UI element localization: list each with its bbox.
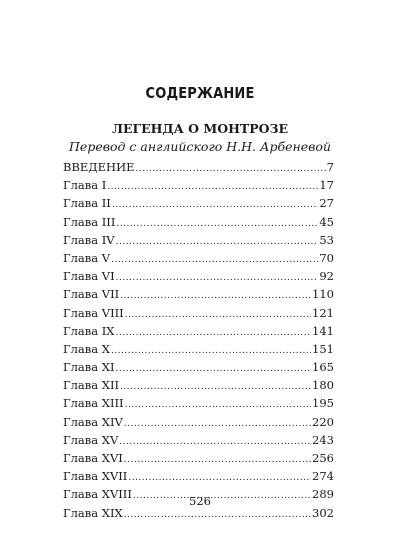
toc-entry-page: 53: [319, 232, 334, 247]
toc-entry: [63, 376, 334, 394]
toc-entry-label: Глава XIV: [63, 414, 123, 429]
page-title: СОДЕРЖАНИЕ: [145, 84, 255, 102]
toc-dot-leader: [124, 506, 311, 524]
toc-entry-label: Глава VII: [63, 287, 120, 302]
toc-entry-label: Глава II: [63, 196, 111, 211]
table-of-contents: [63, 158, 334, 522]
toc-dot-leader: [116, 233, 319, 251]
page-number: 526: [189, 494, 211, 508]
toc-dot-leader: [125, 396, 311, 414]
toc-entry-page: 151: [312, 341, 334, 356]
toc-dot-leader: [116, 360, 312, 378]
toc-entry-page: 27: [319, 196, 334, 211]
toc-entry-label: Глава XI: [63, 360, 115, 375]
toc-dot-leader: [128, 469, 311, 487]
toc-entry: [63, 467, 334, 485]
toc-entry-label: Глава IV: [63, 232, 115, 247]
toc-entry: [63, 304, 334, 322]
toc-entry-page: 274: [312, 469, 334, 484]
toc-entry-page: 243: [312, 432, 334, 447]
toc-entry: [63, 267, 334, 285]
toc-entry-label: Глава VI: [63, 269, 115, 284]
toc-dot-leader: [111, 342, 311, 360]
toc-dot-leader: [107, 178, 318, 196]
toc-dot-leader: [119, 433, 311, 451]
toc-dot-leader: [125, 306, 311, 324]
toc-dot-leader: [124, 451, 311, 469]
toc-dot-leader: [136, 160, 326, 178]
toc-dot-leader: [124, 415, 311, 433]
toc-entry: [63, 285, 334, 303]
toc-dot-leader: [111, 251, 318, 269]
toc-entry-label: Глава VIII: [63, 305, 124, 320]
toc-entry: [63, 176, 334, 194]
toc-entry: [63, 340, 334, 358]
toc-entry-label: Глава X: [63, 341, 110, 356]
toc-entry-page: 7: [326, 160, 334, 174]
toc-entry-page: 165: [312, 360, 334, 375]
toc-entry-label: ВВЕДЕНИЕ: [63, 160, 135, 174]
toc-entry-label: Глава XIII: [63, 396, 124, 411]
toc-entry: [63, 449, 334, 467]
toc-dot-leader: [116, 215, 318, 233]
toc-entry-label: Глава III: [63, 214, 116, 229]
toc-entry-page: 220: [312, 414, 334, 429]
toc-entry-label: Глава XVII: [63, 469, 128, 484]
toc-entry: [63, 231, 334, 249]
toc-entry-page: 121: [312, 305, 334, 320]
toc-entry-label: Глава XII: [63, 378, 120, 393]
toc-entry: [63, 194, 334, 212]
toc-dot-leader: [116, 269, 319, 287]
toc-dot-leader: [112, 196, 319, 214]
toc-entry-page: 195: [312, 396, 334, 411]
toc-entry-page: 92: [319, 269, 334, 284]
toc-entry: [63, 413, 334, 431]
toc-entry: [63, 213, 334, 231]
toc-entry-label: Глава XIX: [63, 505, 123, 520]
toc-entry: [63, 394, 334, 412]
section-title: ЛЕГЕНДА О МОНТРОЗЕ: [111, 121, 289, 136]
toc-entry-label: Глава I: [63, 178, 107, 193]
toc-entry-page: 302: [312, 505, 334, 520]
toc-entry-page: 70: [319, 250, 334, 265]
toc-entry: [63, 249, 334, 267]
toc-entry-page: 17: [319, 178, 334, 193]
toc-entry-label: Глава XVI: [63, 451, 123, 465]
toc-dot-leader: [120, 287, 311, 305]
section-subtitle: Перевод с английского Н.Н. Арбеневой: [69, 139, 331, 154]
toc-entry: [63, 431, 334, 449]
toc-entry-page: 289: [312, 487, 334, 502]
toc-dot-leader: [116, 324, 312, 342]
toc-entry-label: Глава V: [63, 250, 111, 265]
toc-entry-page: 180: [312, 378, 334, 393]
toc-entry-label: Глава XVIII: [63, 487, 132, 502]
toc-entry: [63, 322, 334, 340]
toc-dot-leader: [120, 378, 311, 396]
toc-entry: [63, 358, 334, 376]
toc-entry-page: 256: [312, 451, 334, 465]
toc-entry-page: 110: [312, 287, 334, 302]
toc-entry-page: 45: [319, 214, 334, 229]
toc-entry: [63, 158, 334, 176]
toc-entry-label: Глава XV: [63, 432, 119, 447]
toc-entry-label: Глава IX: [63, 323, 115, 338]
toc-entry-page: 141: [312, 323, 334, 338]
